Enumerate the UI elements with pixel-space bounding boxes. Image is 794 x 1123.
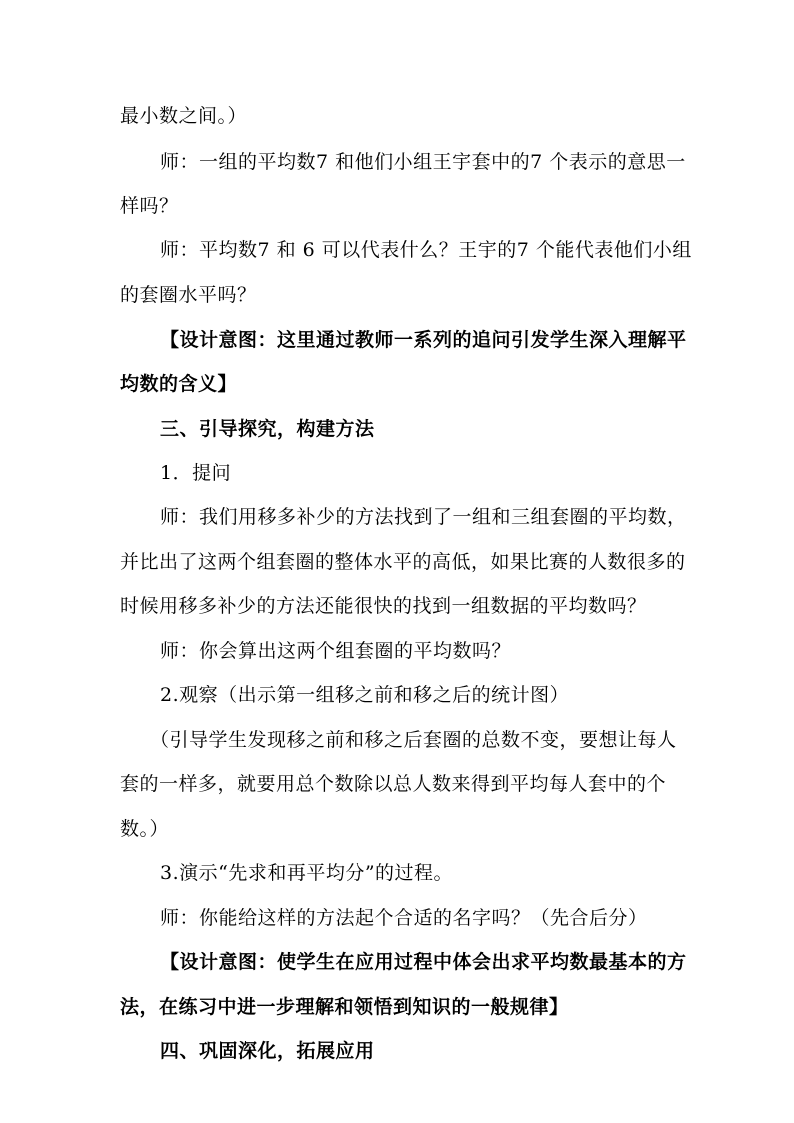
design-intent-line: 【设计意图：这里通过教师一系列的追问引发学生深入理解平 bbox=[160, 329, 687, 351]
paragraph-line: 师：我们用移多补少的方法找到了一组和三组套圈的平均数， bbox=[160, 506, 687, 528]
paragraph-line: 时候用移多补少的方法还能很快的找到一组数据的平均数吗？ bbox=[120, 595, 647, 617]
design-intent-line: 【设计意图：使学生在应用过程中体会出求平均数最基本的方 bbox=[160, 951, 687, 973]
paragraph-line: 套的一样多，就要用总个数除以总人数来得到平均每人套中的个 bbox=[120, 773, 667, 795]
paragraph-line: 数。） bbox=[120, 818, 170, 840]
paragraph-line: （引导学生发现移之前和移之后套圈的总数不变，要想让每人 bbox=[150, 729, 677, 751]
subsection-heading: 2.观察（出示第一组移之前和移之后的统计图） bbox=[160, 684, 570, 706]
paragraph-line: 师：平均数7 和 6 可以代表什么？王宇的7 个能代表他们小组 bbox=[160, 239, 692, 261]
subsection-heading: 1．提问 bbox=[160, 462, 232, 484]
paragraph-line: 样吗？ bbox=[120, 195, 179, 217]
design-intent-line: 法，在练习中进一步理解和领悟到知识的一般规律】 bbox=[120, 996, 569, 1018]
section-heading: 四、巩固深化，拓展应用 bbox=[160, 1040, 375, 1062]
section-heading: 三、引导探究，构建方法 bbox=[160, 418, 375, 440]
design-intent-line: 均数的含义】 bbox=[120, 373, 238, 395]
paragraph-line: 并比出了这两个组套圈的整体水平的高低，如果比赛的人数很多的 bbox=[120, 551, 686, 573]
subsection-heading: 3.演示“先求和再平均分”的过程。 bbox=[160, 862, 454, 884]
paragraph-line: 的套圈水平吗？ bbox=[120, 284, 257, 306]
paragraph-line: 师：一组的平均数7 和他们小组王宇套中的7 个表示的意思一 bbox=[160, 151, 686, 173]
paragraph-line: 师：你会算出这两个组套圈的平均数吗？ bbox=[160, 640, 512, 662]
paragraph-line: 最小数之间。） bbox=[120, 105, 248, 127]
paragraph-line: 师：你能给这样的方法起个合适的名字吗？（先合后分） bbox=[160, 907, 648, 929]
